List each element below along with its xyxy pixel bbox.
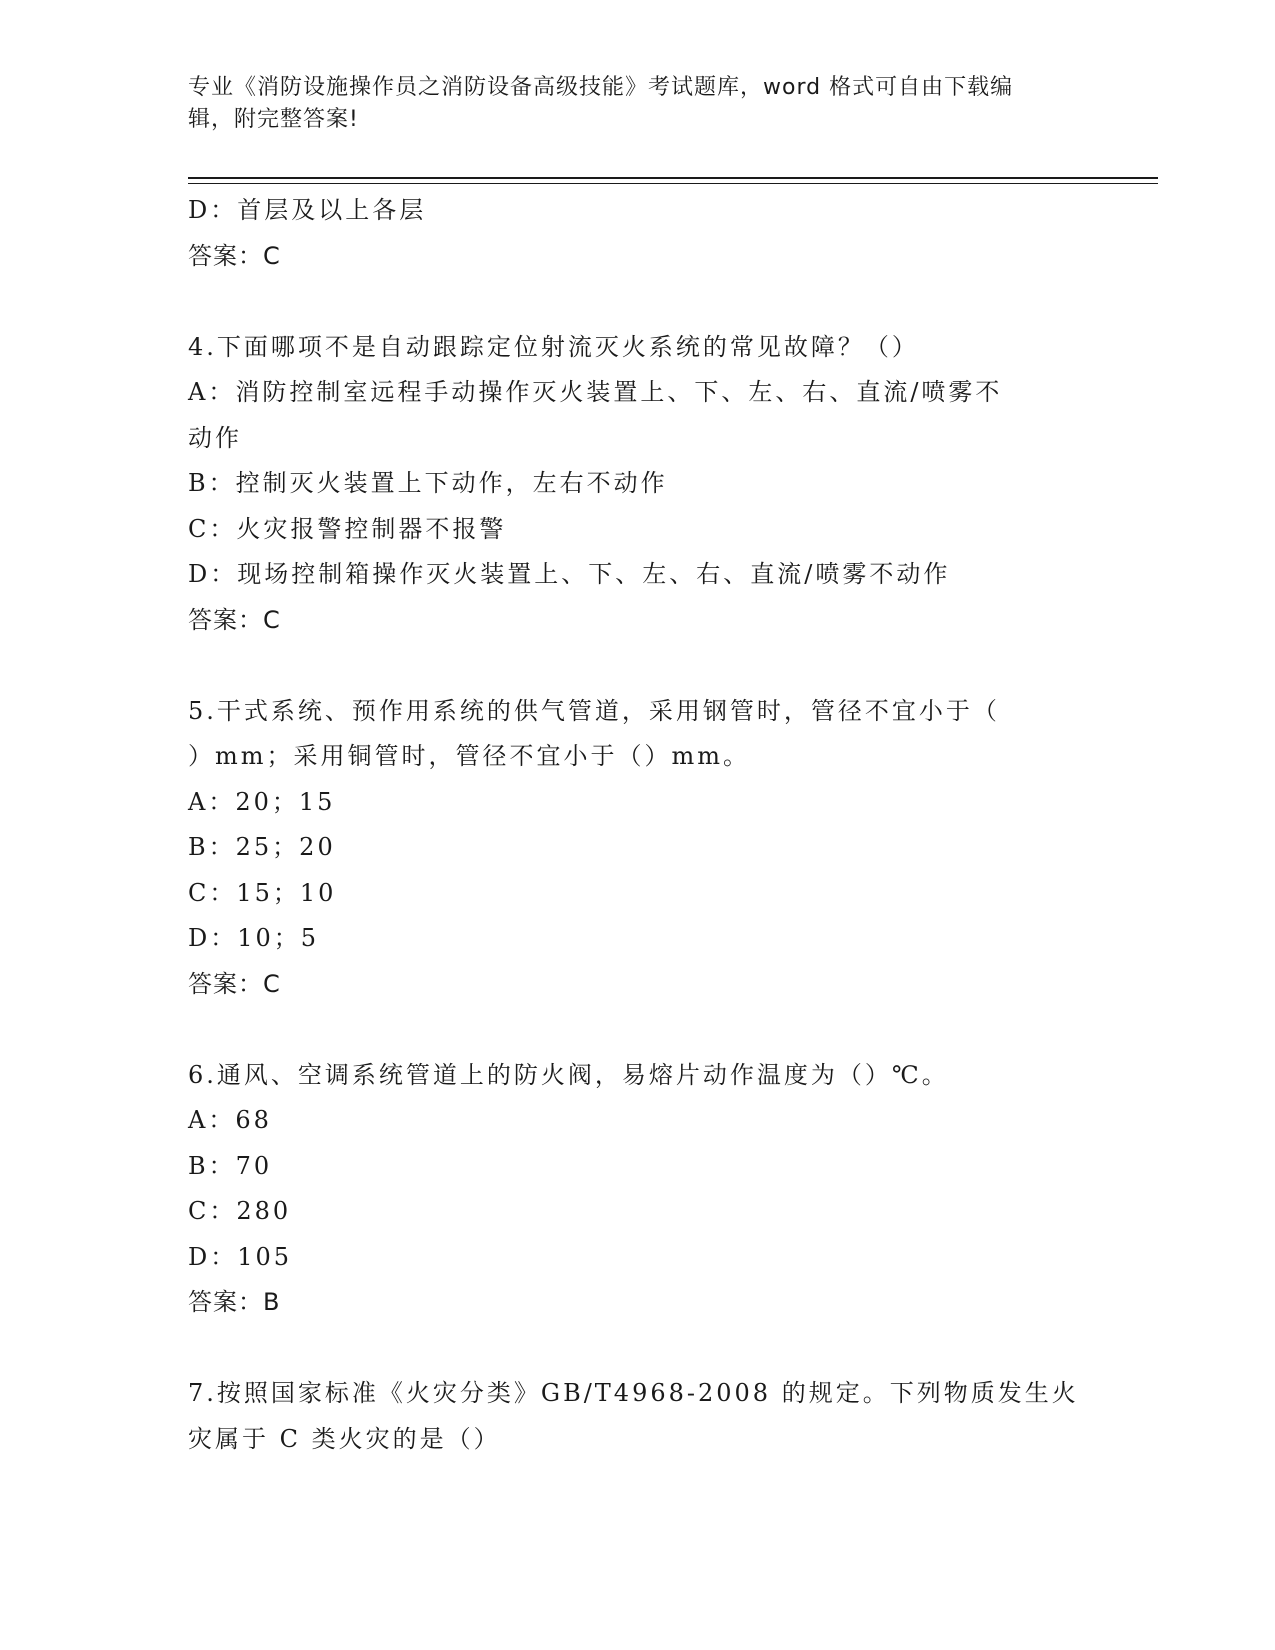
q4-option-a-cont: 动作 — [188, 423, 242, 452]
q6-option-a: A：68 — [188, 1106, 272, 1134]
q5-answer: 答案：C — [188, 969, 281, 998]
question-7 — [188, 1371, 1088, 1462]
header-line-1: 专业《消防设施操作员之消防设备高级技能》考试题库，word 格式可自由下载编 — [188, 75, 1014, 100]
q3-option-d: D：首层及以上各层 — [188, 196, 427, 224]
q5-option-b: B：25；20 — [188, 833, 336, 861]
spacer — [188, 1007, 1088, 1053]
q4-option-d: D：现场控制箱操作灭火装置上、下、左、右、直流/喷雾不动作 — [188, 560, 951, 588]
q4-stem: 4.下面哪项不是自动跟踪定位射流灭火系统的常见故障？（） — [188, 332, 919, 361]
q6-answer: 答案：B — [188, 1288, 281, 1316]
q4-answer: 答案：C — [188, 605, 281, 634]
q5-option-d: D：10；5 — [188, 924, 320, 952]
question-3-tail — [188, 188, 1088, 279]
q6-stem: 6.通风、空调系统管道上的防火阀，易熔片动作温度为（）℃。 — [188, 1060, 949, 1089]
spacer — [188, 279, 1088, 325]
question-6 — [188, 1053, 1088, 1326]
q4-option-c: C：火灾报警控制器不报警 — [188, 514, 507, 543]
q4-option-b: B：控制灭火装置上下动作，左右不动作 — [188, 469, 668, 497]
q7-stem-cont: 灾属于 C 类火灾的是（） — [188, 1424, 501, 1453]
spacer — [188, 1326, 1088, 1372]
question-list — [188, 188, 1088, 1462]
header-rule-thick — [188, 177, 1158, 179]
q5-stem: 5.干式系统、预作用系统的供气管道，采用钢管时，管径不宜小于（ — [188, 696, 1000, 725]
question-5 — [188, 689, 1088, 1008]
q6-option-b: B：70 — [188, 1151, 273, 1180]
q7-stem: 7.按照国家标准《火灾分类》GB/T4968-2008 的规定。下列物质发生火 — [188, 1379, 1079, 1407]
q6-option-c: C：280 — [188, 1197, 292, 1225]
q5-option-a: A：20；15 — [188, 787, 336, 816]
q4-option-a: A：消防控制室远程手动操作灭火装置上、下、左、右、直流/喷雾不 — [188, 378, 1003, 406]
q3-answer: 答案：C — [188, 241, 281, 270]
q5-stem-cont: ）mm；采用铜管时，管径不宜小于（）mm。 — [188, 742, 751, 770]
spacer — [188, 643, 1088, 689]
document-header — [188, 72, 1068, 136]
header-rule-thin — [188, 183, 1158, 184]
q5-option-c: C：15；10 — [188, 878, 337, 907]
header-line-2: 辑，附完整答案! — [188, 107, 359, 132]
question-4 — [188, 325, 1088, 644]
q6-option-d: D：105 — [188, 1242, 293, 1271]
